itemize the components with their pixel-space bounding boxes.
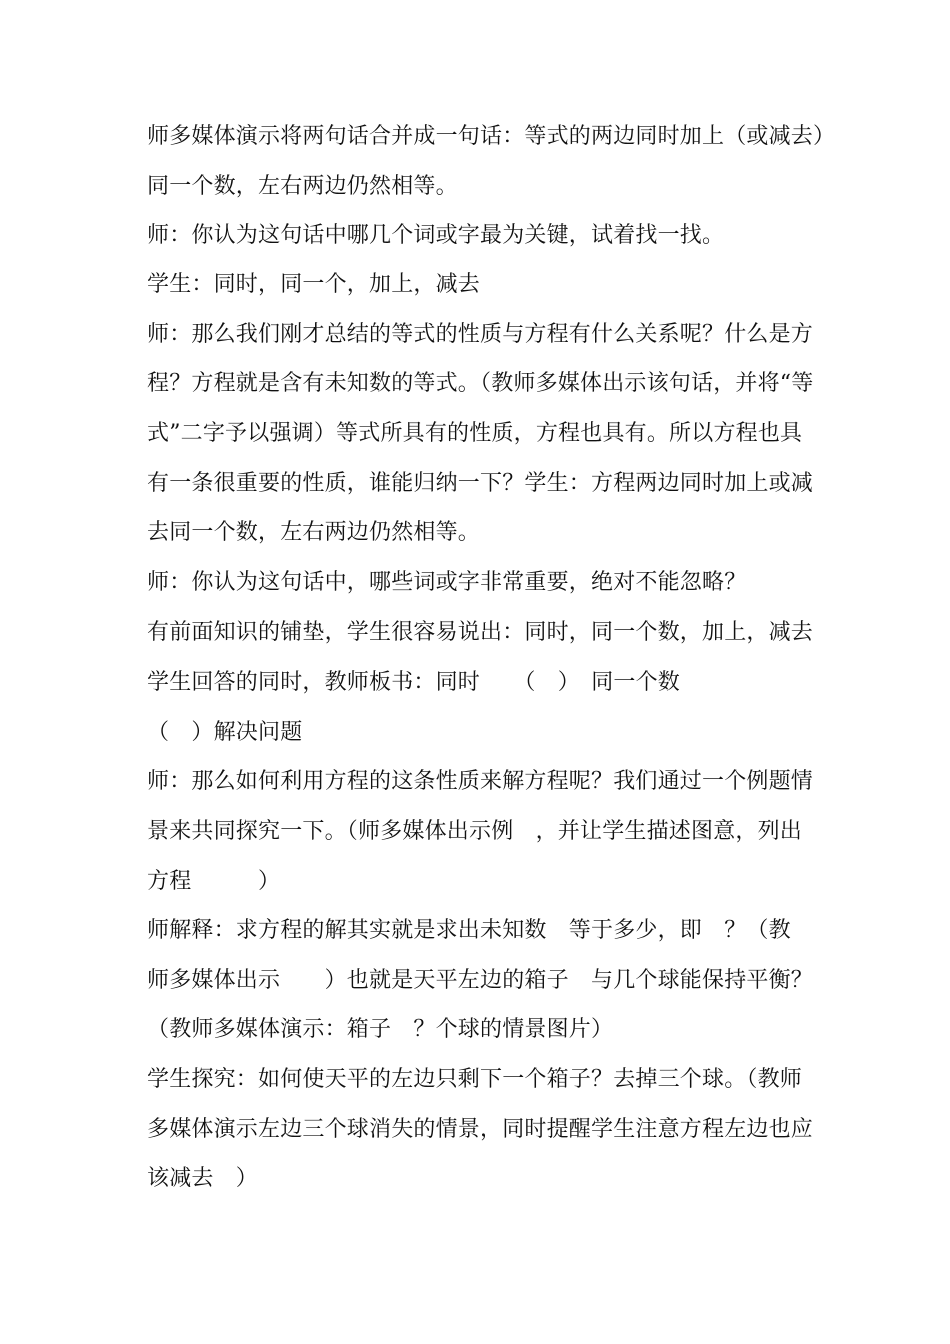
text-line: 有一条很重要的性质，谁能归纳一下？学生：方程两边同时加上或减 <box>147 471 814 496</box>
text-line: 式”二字予以强调）等式所具有的性质，方程也具有。所以方程也具 <box>147 421 803 446</box>
text-line: 学生探究：如何使天平的左边只剩下一个箱子？去掉三个球。（教师 <box>147 1067 803 1092</box>
text-line: 有前面知识的铺垫，学生很容易说出：同时，同一个数，加上，减去 <box>147 620 814 645</box>
text-line: 多媒体演示左边三个球消失的情景，同时提醒学生注意方程左边也应 <box>147 1117 814 1142</box>
text-line: 师：那么我们刚才总结的等式的性质与方程有什么关系呢？什么是方 <box>147 322 814 347</box>
text-line: 师：你认为这句话中哪几个词或字最为关键，试着找一找。 <box>147 223 725 248</box>
text-line: 学生：同时，同一个，加上，减去 <box>147 272 481 297</box>
text-line: 师多媒体演示将两句话合并成一句话：等式的两边同时加上（或减去） <box>147 124 836 149</box>
text-line: 师多媒体出示 ）也就是天平左边的箱子 与几个球能保持平衡？ <box>147 968 814 993</box>
text-line: 方程 ） <box>147 869 281 894</box>
text-line: （教师多媒体演示：箱子 ？个球的情景图片） <box>147 1017 614 1042</box>
text-line: 去同一个数，左右两边仍然相等。 <box>147 520 481 545</box>
text-line: （ ）解决问题 <box>147 720 303 745</box>
text-line: 师解释：求方程的解其实就是求出未知数 等于多少，即 ？（教 <box>147 918 791 943</box>
text-line: 景来共同探究一下。（师多媒体出示例 ，并让学生描述图意，列出 <box>147 819 803 844</box>
text-line: 该减去 ） <box>147 1166 259 1191</box>
text-line: 同一个数，左右两边仍然相等。 <box>147 174 458 199</box>
text-line: 师：你认为这句话中，哪些词或字非常重要，绝对不能忽略？ <box>147 570 747 595</box>
text-line: 学生回答的同时，教师板书：同时 （ ） 同一个数 <box>147 670 681 695</box>
text-line: 师：那么如何利用方程的这条性质来解方程呢？我们通过一个例题情 <box>147 769 814 794</box>
text-line: 程？方程就是含有未知数的等式。（教师多媒体出示该句话，并将“等 <box>147 371 814 396</box>
